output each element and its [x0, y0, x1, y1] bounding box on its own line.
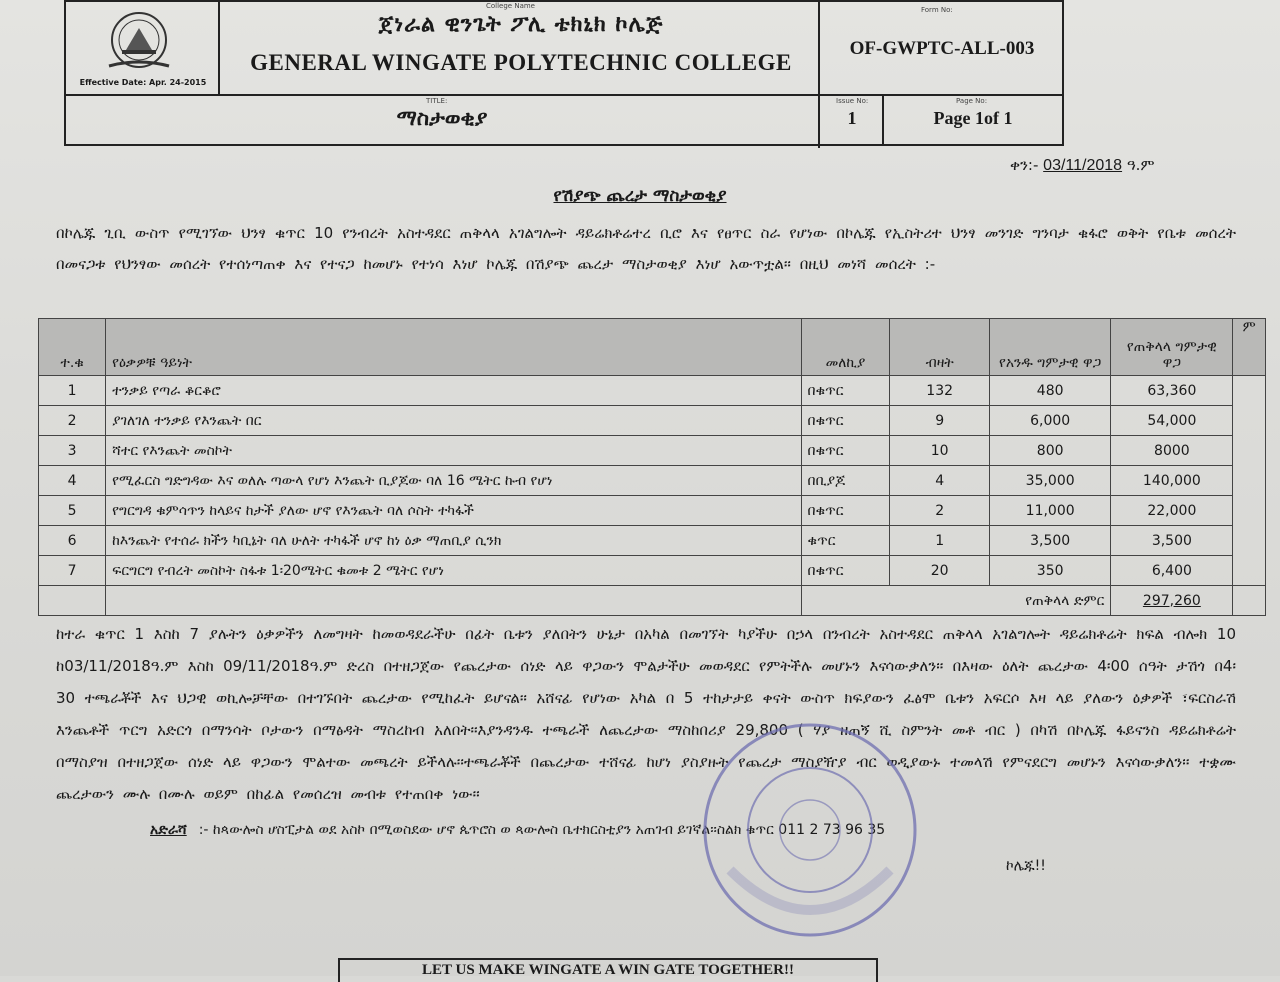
title-label: TITLE:: [426, 97, 448, 105]
cell-remark: [1233, 376, 1266, 406]
cell-type: ሻተር የእንጨት መስኮት: [106, 436, 801, 466]
college-logo-icon: [104, 10, 174, 72]
cell-qty: 1: [890, 526, 990, 556]
cell-total: 54,000: [1111, 406, 1233, 436]
table-header-row: [39, 319, 1266, 376]
document-title: ማስታወቂያ: [396, 106, 488, 130]
cell-unit: በቢያጆ: [801, 466, 890, 496]
form-number: OF-GWPTC-ALL-003: [849, 38, 1035, 59]
cell-type: የግርግዳ ቁምሳጥን ከላይና ከታች ያለው ሆኖ የእንጨት ባለ ሶስት ተካፋች: [106, 496, 801, 526]
cell-unit-price: 6,000: [989, 406, 1110, 436]
table-row: [39, 496, 1266, 526]
cell-unit: በቁጥር: [801, 406, 890, 436]
cell-no: 4: [39, 466, 106, 496]
total-value: 297,260: [1111, 586, 1233, 616]
cell-qty: 9: [890, 406, 990, 436]
document-header: [64, 0, 1064, 146]
cell-type: ፍርግርግ የብረት መስኮት ስፋቱ 1፡20ሜትር ቁመቱ 2 ሜትር የሆነ: [106, 556, 801, 586]
notice-heading: የሽያጭ ጨረታ ማስታወቂያ: [553, 186, 727, 206]
cell-unit: በቁጥር: [801, 436, 890, 466]
cell-unit-price: 350: [989, 556, 1110, 586]
cell-remark: [1233, 466, 1266, 496]
issue-label: Issue No:: [836, 97, 869, 105]
cell-qty: 10: [890, 436, 990, 466]
cell-unit-price: 800: [989, 436, 1110, 466]
footer-slogan: LET US MAKE WINGATE A WIN GATE TOGETHER!!: [338, 958, 878, 982]
cell-unit: በቁጥር: [801, 556, 890, 586]
address-label: አድራሻ: [150, 822, 187, 838]
intro-paragraph: በኮሌጁ ጊቢ ውስጥ የሚገኘው ህንፃ ቁጥር 10 የንብረት አስተዳደር ጠቅላላ አገልግሎት ዳይሬክቶሬተረ ቢሮ እና የፀጥር ስራ የሆነው በኮሌጁ የኢስትሪተ ህንፃ መንገድ ግንባታ ቁፋሮ ወቅት የቤቱ መሰረት በመናጋቱ የህንፃው መሰረት የተሰነጣጠቀ እና የተናጋ ከመሆኑ የተነሳ እነሆ ኮሌጁ በሽያጭ ጨረታ ማስታወቂያ እነሆ አውጥቷል፡፡ በዚህ መነሻ መሰረት :-: [56, 224, 1236, 273]
total-row: [39, 586, 1266, 616]
cell-total: 6,400: [1111, 556, 1233, 586]
cell-total: 140,000: [1111, 466, 1233, 496]
cell-unit-price: 3,500: [989, 526, 1110, 556]
cell-no: 6: [39, 526, 106, 556]
effective-date: Effective Date: Apr. 24-2015: [79, 78, 207, 87]
cell-unit: በቁጥር: [801, 496, 890, 526]
cell-remark: [1233, 526, 1266, 556]
college-name-amharic: ጀነራል ዊንጌት ፖሊ ቴክኒክ ኮሌጅ: [378, 12, 664, 37]
col-no: ተ.ቁ: [39, 319, 106, 376]
cell-total: 63,360: [1111, 376, 1233, 406]
col-unit: መለኪያ: [801, 319, 890, 376]
items-table: [38, 318, 1266, 616]
address-text: :- ከጳውሎስ ሆስፒታል ወደ አስኮ በሚወስደው ሆኖ ጴጥሮስ ወ ጳውሎስ ቤተክርስቲያን አጠገብ ይገኛል፡፡ስልክ ቁጥር 011 2 73 96 35: [198, 822, 886, 838]
cell-remark: [1233, 436, 1266, 466]
table-row: [39, 466, 1266, 496]
table-row: [39, 436, 1266, 466]
cell-remark: [1233, 406, 1266, 436]
table-row: [39, 376, 1266, 406]
cell-remark: [1233, 496, 1266, 526]
page-number: Page 1of 1: [933, 108, 1013, 128]
college-stamp-icon: [700, 720, 920, 940]
college-signature: ኮሌጁ!!: [1006, 858, 1046, 874]
cell-type: ያገለገለ ተንቃይ የእንጨት በር: [106, 406, 801, 436]
col-unit-price: የአንዱ ግምታዊ ዋጋ: [989, 319, 1110, 376]
cell-remark: [1233, 556, 1266, 586]
cell-type: የሚፈርስ ግድግዳው እና ወለሉ ጣውላ የሆነ እንጨት ቢያጆው ባለ 16 ሜትር ኩብ የሆነ: [106, 466, 801, 496]
cell-unit: ቁጥር: [801, 526, 890, 556]
cell-qty: 20: [890, 556, 990, 586]
page-label: Page No:: [956, 97, 988, 105]
cell-qty: 132: [890, 376, 990, 406]
college-name-english: GENERAL WINGATE POLYTECHNIC COLLEGE: [250, 50, 792, 75]
col-total-price: የጠቅላላ ግምታዊ ዋጋ: [1111, 319, 1233, 376]
cell-no: 1: [39, 376, 106, 406]
cell-qty: 4: [890, 466, 990, 496]
table-row: [39, 556, 1266, 586]
cell-unit-price: 11,000: [989, 496, 1110, 526]
cell-type: ተንቃይ የጣራ ቆርቆሮ: [106, 376, 801, 406]
cell-unit-price: 480: [989, 376, 1110, 406]
cell-type: ከእንጨት የተሰራ ክችን ካቢኔት ባለ ሁለት ተካፋች ሆኖ ከነ ዕቃ ማጠቢያ ሲንክ: [106, 526, 801, 556]
cell-unit-price: 35,000: [989, 466, 1110, 496]
cell-unit: በቁጥር: [801, 376, 890, 406]
cell-total: 22,000: [1111, 496, 1233, 526]
issue-number: 1: [847, 108, 857, 128]
cell-no: 2: [39, 406, 106, 436]
notice-date: ቀን:- 03/11/2018 ዓ.ም: [1010, 156, 1155, 174]
college-name-label: College Name: [486, 2, 535, 10]
col-qty: ብዛት: [890, 319, 990, 376]
cell-total: 3,500: [1111, 526, 1233, 556]
cell-qty: 2: [890, 496, 990, 526]
form-no-label: Form No:: [921, 6, 953, 14]
table-row: [39, 406, 1266, 436]
body-paragraph: ከተራ ቁጥር 1 እስከ 7 ያሉትን ዕቃዎችን ለመግዛት ከመወዳደራችሁ በፊት ቤቱን ያለበትን ሁኔታ በአካል በመገኘት ካያችሁ በኃላ በንብረት አስተዳደር ጠቅላላ አገልግሎት ዳይሬክቶሬት ክፍል ብሎክ 10 ከ03/11/2018ዓ.ም እስከ 09/11/2018ዓ.ም ድረስ በተዘጋጀው የጨረታው ሰነድ ላይ ዋጋውን ሞልታችሁ መወዳደር የምትችሉ መሆኑን እናሳውቃለን፡፡ በእዛው ዕለት ጨረታው 4፡00 ሰዓት ታሽጎ በ4፡30 ተጫራቾች እና ህጋዊ ወኪሎቻቸው በተገኙበት ጨረታው የሚከፈት ይሆናል፡፡ አሸናፊ የሆነው አካል በ 5 ተከታታይ ቀናት ውስጥ ክፍያውን ፈፅሞ ቤቱን አፍርሶ እዛ ላይ ያለውን ዕቃዎች ፣ፍርስራሽ እንጨቶች ጥርግ አድርጎ በማንሳት ቦታውን በማፅዳት ማስረከብ አለበት፡፡እያንዳንዱ ተጫራች ለጨረታው ማስከበሪያ 29,800 ( ሃያ ዘጠኝ ሺ ስምንት መቶ ብር ) በካሽ በኮሌጁ ፋይናንስ ዳይሬክቶሬት በማስያዝ በተዘጋጀው ሰነድ ላይ ዋጋውን ሞልተው መጫረት ይችላሉ፡፡ተጫራቾች በጨረታው ተሸናፊ ከሆነ ያስያዙት የጨረታ ማስያዥያ ብር ወዲያውኑ ተመላሽ የምናደርግ መሆኑን እናሳውቃለን፡፡ ተቋሙ ጨረታውን ሙሉ በሙሉ ወይም በከፊል የመሰረዝ መብቱ የተጠበቀ ነው፡፡: [56, 625, 1236, 803]
table-row: [39, 526, 1266, 556]
col-remark: ም: [1233, 319, 1266, 376]
cell-no: 3: [39, 436, 106, 466]
cell-no: 5: [39, 496, 106, 526]
col-type: የዕቃዎቹ ዓይነት: [106, 319, 801, 376]
total-label: የጠቅላላ ድምር: [801, 586, 1111, 616]
cell-total: 8000: [1111, 436, 1233, 466]
cell-no: 7: [39, 556, 106, 586]
